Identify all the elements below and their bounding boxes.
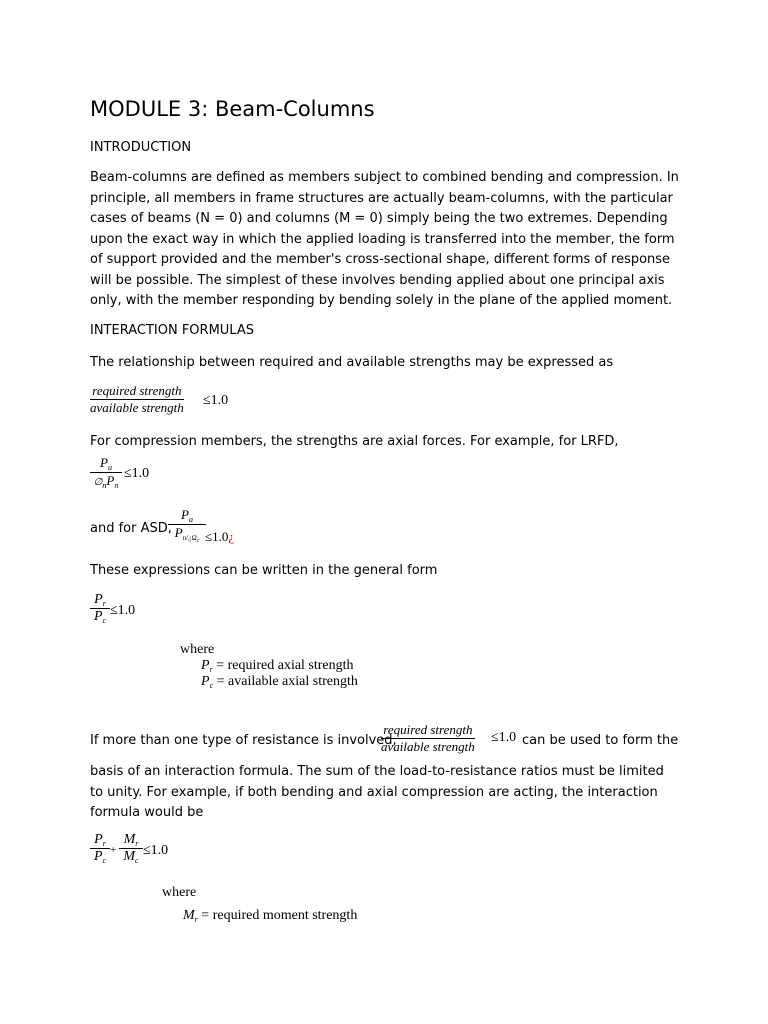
introduction-heading: INTRODUCTION [90,140,192,155]
resistance-text-start: If more than one type of resistance is involved, [90,733,397,748]
interaction-heading: INTERACTION FORMULAS [90,323,254,338]
interaction-intro-text: The relationship between required and available strengths may be expressed as [90,355,614,370]
fraction-denominator: available strength [90,400,184,415]
inequality-rhs: ≤1.0 [491,730,517,745]
fraction-denominator: $P_c$ [93,609,107,625]
fraction-denominator: $M_c$ [123,849,139,865]
equation-lrfd [90,455,122,490]
fraction-denominator: $P_{n/¿\Omega c}$ [174,525,200,544]
fraction-denominator: $\emptyset_nP_n$ [93,473,119,490]
compression-text: For compression members, the strengths are axial forces. For example, for LRFD, [90,434,619,449]
equation-asd [168,507,206,544]
fraction-numerator: required strength [383,722,473,737]
inequality-rhs: ≤1.0 [110,603,136,618]
where-label: where [162,885,197,900]
inequality-rhs: ≤1.0 [124,466,150,481]
fraction-numerator: $P_r$ [94,592,106,608]
plus-sign: + [110,844,117,856]
fraction-numerator: $P_u$ [100,455,112,472]
resistance-text-end: can be used to form the [522,733,679,748]
asd-label: and for ASD, [90,521,172,536]
definition-mr: $M_r$ = required moment strength [183,908,358,924]
definition-pc: $P_c$ = available axial strength [201,674,358,690]
equation-strength-ratio [90,383,184,416]
introduction-paragraph: Beam-columns are defined as members subject to combined bending and compression. In principle, all members in frame structures are actually beam-columns, with the particular cases of beams (N = 0) and columns (M = 0) simply being the two extremes. Depending upon the exact way in which the applied loading is transferred into the member, the form of support provided and the member's cross-sectional shape, different forms of response will be possible. The simplest of these involves bending applied about one principal axis only, with the member responding by bending solely in the plane of the applied moment. [90,170,679,308]
page-title: MODULE 3: Beam-Columns [90,97,375,121]
resistance-paragraph: basis of an interaction formula. The sum of the load-to-resistance ratios must be limited to unity. For example, if both bending and axial compression are acting, the interaction formula would be [90,764,664,820]
fraction-numerator: required strength [92,383,182,398]
equation-moment-fraction [119,832,143,865]
fraction-denominator: available strength [381,739,475,754]
general-form-text: These expressions can be written in the general form [90,563,438,578]
inequality-rhs: ≤1.0 [203,393,229,408]
equation-axial-fraction [90,832,110,865]
equation-resistance-ratio [381,722,475,755]
definition-pr: $P_r$ = required axial strength [201,658,354,674]
fraction-numerator: $P_r$ [94,832,106,848]
inequality-rhs: ≤1.0¿ [205,529,235,544]
equation-general [90,592,110,625]
inequality-rhs: ≤1.0 [143,843,169,858]
fraction-numerator: $P_a$ [181,507,193,524]
fraction-denominator: $P_c$ [93,849,107,865]
where-label: where [180,642,215,657]
fraction-numerator: $M_r$ [123,832,139,848]
